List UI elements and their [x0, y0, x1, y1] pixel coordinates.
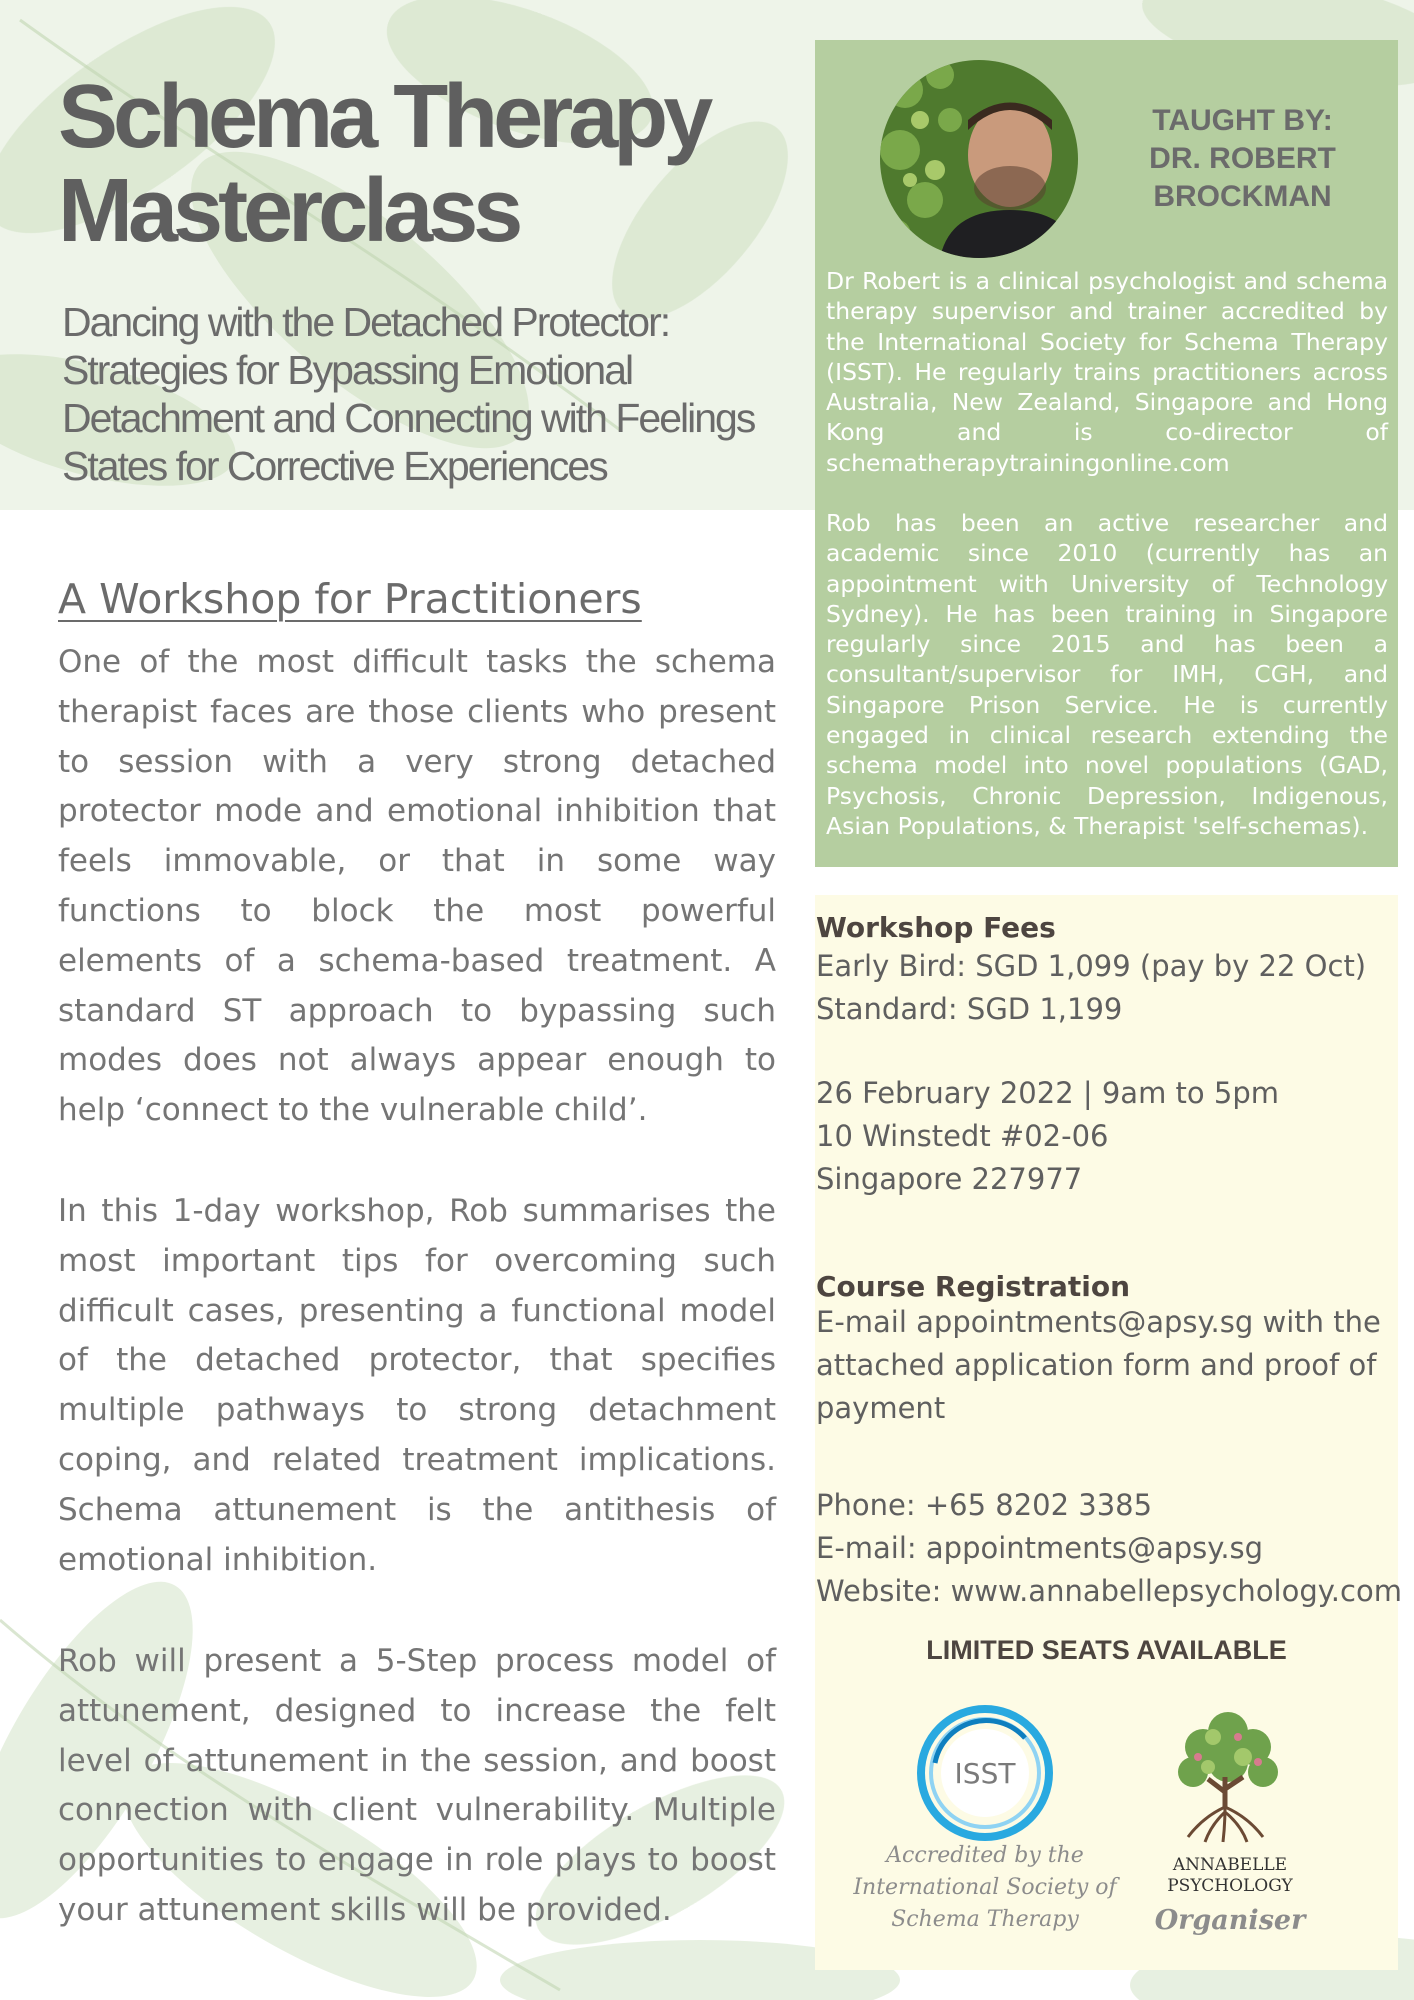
event-address-1: 10 Winstedt #02-06: [816, 1119, 1109, 1153]
fees-heading: Workshop Fees: [816, 911, 1056, 944]
instructor-name-line-2: BROCKMAN: [1153, 180, 1332, 213]
isst-caption: [850, 1840, 1120, 1936]
instructor-name-line-1: DR. ROBERT: [1149, 142, 1336, 175]
subtitle-line-2: Strategies for Bypassing Emotional: [62, 347, 633, 393]
contact-website: Website: www.annabellepsychology.com: [816, 1574, 1402, 1608]
isst-logo-text: ISST: [954, 1757, 1016, 1790]
instructor-panel: [815, 40, 1398, 867]
tree-logo: [1163, 1707, 1293, 1847]
subtitle-line-4: States for Corrective Experiences: [62, 443, 607, 489]
organiser-name-line-2: PSYCHOLOGY: [1167, 1876, 1293, 1896]
page-subtitle: [62, 298, 822, 490]
taught-by-label: TAUGHT BY:: [1152, 104, 1333, 137]
fee-early-bird: Early Bird: SGD 1,099 (pay by 22 Oct): [816, 949, 1367, 983]
workshop-paragraph-1: One of the most difficult tasks the schema therapist faces are those clients who present to session with a very strong detached protector mode and emotional inhibition that feels immovable, or that in some way functions to block the most powerful elements of a schema-based treatment. A standard ST approach to bypassing such modes does not always appear enough to help ‘connect to the vulnerable child’.: [58, 644, 776, 1129]
organiser-label: Organiser: [1154, 1905, 1306, 1936]
organiser-name-line-1: ANNABELLE: [1172, 1855, 1288, 1875]
workshop-heading: A Workshop for Practitioners: [58, 575, 642, 623]
instructor-bio-2: Rob has been an active researcher and academic since 2010 (currently has an appointment with University of Technology Sydney). He has been training in Singapore regularly since 2015 and has been a consultant/supervisor for IMH, CGH, and Singapore Prison Service. He is currently engaged in clinical research extending the schema model into novel populations (GAD, Psychosis, Chronic Depression, Indigenous, Asian Populations, & Therapist 'self-schemas).: [826, 509, 1388, 840]
subtitle-line-3: Detachment and Connecting with Feelings: [62, 395, 755, 441]
info-panel: [815, 895, 1402, 1970]
taught-by: [1115, 102, 1370, 216]
organiser-name: [1135, 1855, 1325, 1897]
subtitle-line-1: Dancing with the Detached Protector:: [62, 299, 670, 345]
registration-line-3: payment: [816, 1391, 946, 1425]
title-line-1: Schema Therapy: [58, 67, 709, 167]
registration-line-2: attached application form and proof of: [816, 1348, 1377, 1382]
registration-line-1: E-mail appointments@apsy.sg with the: [816, 1305, 1381, 1339]
isst-caption-line-3: Schema Therapy: [891, 1907, 1079, 1932]
isst-logo: [915, 1703, 1055, 1843]
instructor-bio-1: Dr Robert is a clinical psychologist and schema therapy supervisor and trainer accredited by the International Society for Schema Therapy (ISST). He regularly trains practitioners across Australia, New Zealand, Singapore and Hong Kong and is co-director of schematherapytrainingonline.com: [826, 267, 1388, 477]
page-title: [58, 67, 818, 261]
registration-heading: Course Registration: [816, 1270, 1131, 1303]
contact-phone: Phone: +65 8202 3385: [816, 1488, 1153, 1522]
workshop-paragraph-3: Rob will present a 5-Step process model of attunement, designed to increase the felt level of attunement in the session, and boost connection with client vulnerability. Multiple opportunities to engage in role plays to boost your attunement skills will be provided.: [58, 1643, 776, 1928]
limited-seats-label: LIMITED SEATS AVAILABLE: [926, 1635, 1287, 1665]
isst-caption-line-1: Accredited by the: [886, 1843, 1084, 1868]
instructor-photo: [880, 60, 1078, 258]
fee-standard: Standard: SGD 1,199: [816, 992, 1123, 1026]
workshop-paragraph-2: In this 1-day workshop, Rob summarises the most important tips for overcoming such difficult cases, presenting a functional model of the detached protector, that specifies multiple pathways to strong detachment coping, and related treatment implications. Schema attunement is the antithesis of emotional inhibition.: [58, 1193, 776, 1578]
title-line-2: Masterclass: [58, 161, 519, 261]
event-date: 26 February 2022 | 9am to 5pm: [816, 1076, 1279, 1110]
event-address-2: Singapore 227977: [816, 1162, 1083, 1196]
contact-email: E-mail: appointments@apsy.sg: [816, 1531, 1264, 1565]
isst-caption-line-2: International Society of: [853, 1875, 1117, 1900]
